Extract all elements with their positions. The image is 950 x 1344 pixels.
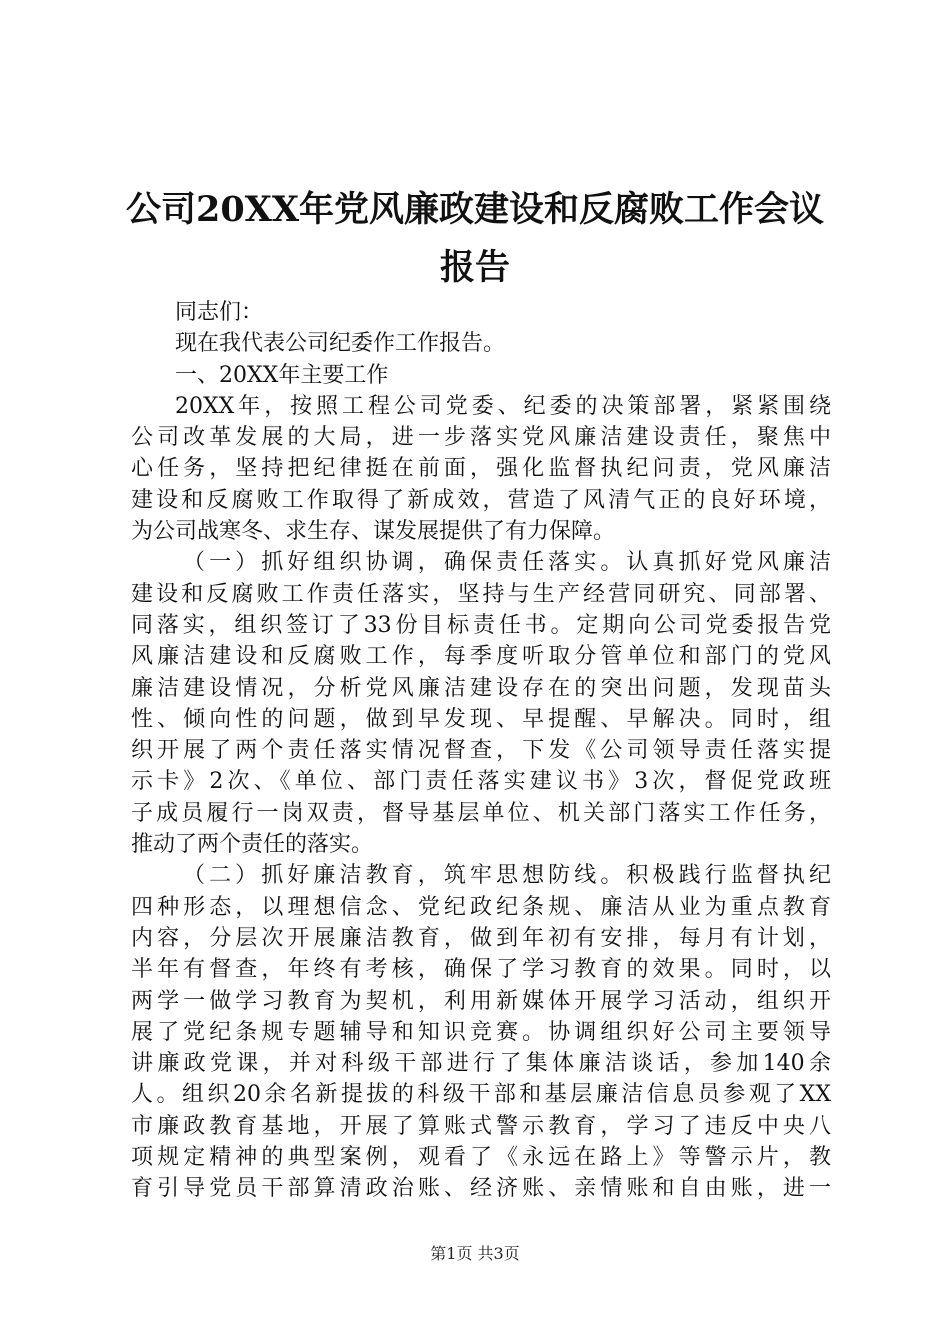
subsection-line: （二）抓好廉洁教育，筑牢思想防线。积极践行监督执纪 xyxy=(183,863,831,889)
paragraph-line: 半年有督查，年终有考核，确保了学习教育的效果。同时，以 xyxy=(131,957,831,983)
paragraph-line: 项规定精神的典型案例，观看了《永远在路上》等警示片，教 xyxy=(131,1145,831,1171)
paragraph-line: 育引导党员干部算清政治账、经济账、亲情账和自由账，进一 xyxy=(131,1176,831,1202)
paragraph-line: 心任务，坚持把纪律挺在前面，强化监督执纪问责，党风廉洁 xyxy=(131,456,831,482)
paragraph-line: 子成员履行一岗双责，督导基层单位、机关部门落实工作任务， xyxy=(131,800,831,826)
paragraph-line: 讲廉政党课，并对科级干部进行了集体廉洁谈话，参加140余 xyxy=(131,1051,831,1077)
paragraph-line: 展了党纪条规专题辅导和知识竞赛。协调组织好公司主要领导 xyxy=(131,1019,831,1045)
paragraph-line: 市廉政教育基地，开展了算账式警示教育，学习了违反中央八 xyxy=(131,1113,831,1139)
paragraph-line: 为公司战寒冬、求生存、谋发展提供了有力保障。 xyxy=(131,519,616,545)
paragraph-line: 内容，分层次开展廉洁教育，做到年初有安排，每月有计划， xyxy=(131,925,831,951)
paragraph-line: 20XX年，按照工程公司党委、纪委的决策部署，紧紧围绕 xyxy=(175,393,831,419)
paragraph-line: 人。组织20余名新提拔的科级干部和基层廉洁信息员参观了XX xyxy=(131,1082,831,1108)
paragraph-line: 推动了两个责任的落实。 xyxy=(131,832,374,858)
paragraph-line: 建设和反腐败工作责任落实，坚持与生产经营同研究、同部署、 xyxy=(131,581,831,607)
paragraph-line: 织开展了两个责任落实情况督查，下发《公司领导责任落实提 xyxy=(131,738,831,764)
page-footer: 第1页 共3页 xyxy=(430,1244,520,1263)
salutation: 同志们： xyxy=(175,300,264,325)
paragraph-line: 廉洁建设情况，分析党风廉洁建设存在的突出问题，发现苗头 xyxy=(131,675,831,701)
paragraph-line: 示卡》2次、《单位、部门责任落实建议书》3次，督促党政班 xyxy=(131,769,831,795)
document-body xyxy=(131,297,831,1205)
subsection-line: （一）抓好组织协调，确保责任落实。认真抓好党风廉洁 xyxy=(183,550,831,576)
paragraph-line: 性、倾向性的问题，做到早发现、早提醒、早解决。同时，组 xyxy=(131,706,831,732)
paragraph-line: 两学一做学习教育为契机，利用新媒体开展学习活动，组织开 xyxy=(131,988,831,1014)
paragraph-line: 建设和反腐败工作取得了新成效，营造了风清气正的良好环境， xyxy=(131,487,831,513)
paragraph-line: 风廉洁建设和反腐败工作，每季度听取分管单位和部门的党风 xyxy=(131,644,831,670)
document-title-line-1: 公司20XX年党风廉政建设和反腐败工作会议 xyxy=(125,189,825,230)
paragraph-line: 现在我代表公司纪委作工作报告。 xyxy=(175,331,506,357)
section-heading: 一、20XX年主要工作 xyxy=(175,362,389,388)
paragraph-line: 四种形态，以理想信念、党纪政纪条规、廉洁从业为重点教育 xyxy=(131,894,831,920)
paragraph-line: 同落实，组织签订了33份目标责任书。定期向公司党委报告党 xyxy=(131,612,831,638)
paragraph-line: 公司改革发展的大局，进一步落实党风廉洁建设责任，聚焦中 xyxy=(131,425,831,451)
document-title-line-2: 报告 xyxy=(439,247,510,288)
